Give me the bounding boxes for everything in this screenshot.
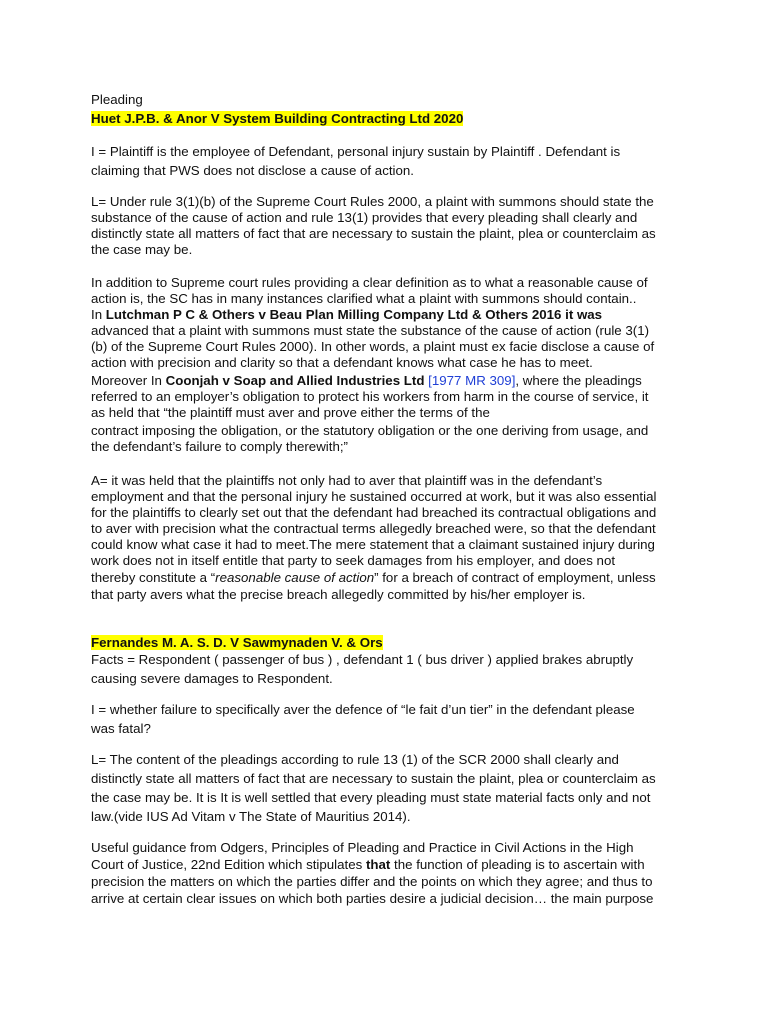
case2-law-line: L= The content of the pleadings according to rule 13 (1) of the SCR 2000 shall clearly and: [91, 752, 619, 767]
case1-analysis-line: [91, 570, 691, 585]
coonjah-body-line: as held that “the plaintiff must aver and prove either the terms of the: [91, 405, 490, 420]
case2-law-line: the case may be. It is It is well settled that every pleading must state material facts only and not: [91, 790, 651, 805]
guidance-text-post: the function of pleading is to ascertain with: [390, 857, 645, 872]
case1-issue-line: claiming that PWS does not disclose a cause of action.: [91, 163, 414, 178]
doc-heading: Pleading: [91, 92, 143, 107]
case1-analysis-line: A= it was held that the plaintiffs not only had to aver that plaintiff was in the defendant’s: [91, 473, 603, 488]
lutchman-case-name: Lutchman P C & Others v Beau Plan Milling Company Ltd & Others 2016 it was: [105, 307, 603, 322]
case2-guidance-line: precision the matters on which the parties differ and the points on which they agree; and thus to: [91, 874, 653, 889]
coonjah-prefix: Moreover In: [91, 373, 166, 388]
lutchman-line: [91, 307, 691, 322]
case2-facts-line: causing severe damages to Respondent.: [91, 671, 333, 686]
case2-law-line: distinctly state all matters of fact that are necessary to sustain the plaint, plea or counterclaim as: [91, 771, 656, 786]
coonjah-case-name: Coonjah v Soap and Allied Industries Ltd: [165, 373, 425, 388]
case2-guidance-line: [91, 857, 691, 872]
analysis-text-post: ” for a breach of contract of employment, unless: [374, 570, 656, 585]
case1-issue-line: I = Plaintiff is the employee of Defendant, personal injury sustain by Plaintiff . Defendant is: [91, 144, 621, 159]
case2-title: [91, 635, 691, 650]
case1-analysis-line: work does not in itself entitle that party to seek damages from his employer, and does not: [91, 553, 616, 568]
guidance-bold-word: that: [365, 857, 391, 872]
coonjah-body-line: the defendant’s failure to comply therewith;”: [91, 439, 348, 454]
case1-addition-line: action is, the SC has in many instances clarified what a plaint with summons should contain..: [91, 291, 637, 306]
lutchman-body-line: (b) of the Supreme Court Rules 2000). In other words, a plaint must ex facie disclose a cause of: [91, 339, 655, 354]
case1-addition-line: In addition to Supreme court rules providing a clear definition as to what a reasonable cause of: [91, 275, 648, 290]
coonjah-line: [91, 373, 691, 388]
guidance-text-pre: Court of Justice, 22nd Edition which stipulates: [91, 857, 366, 872]
coonjah-tail: , where the pleadings: [515, 373, 642, 388]
case1-analysis-line: for the plaintiffs to clearly set out that the defendant had breached its contractual obligations and: [91, 505, 657, 520]
case2-facts-line: Facts = Respondent ( passenger of bus ) , defendant 1 ( bus driver ) applied brakes abruptly: [91, 652, 634, 667]
case1-analysis-line: employment and that the personal injury he sustained occurred at work, but it was also essential: [91, 489, 657, 504]
analysis-italic-phrase: reasonable cause of action: [215, 570, 375, 585]
case2-issue-line: was fatal?: [91, 721, 151, 736]
lutchman-body-line: advanced that a plaint with summons must state the substance of the cause of action (rule 3(1): [91, 323, 650, 338]
case1-analysis-line: could know what case it had to meet.The mere statement that a claimant sustained injury during: [91, 537, 655, 552]
coonjah-body-line: contract imposing the obligation, or the statutory obligation or the one deriving from usage, and: [91, 423, 649, 438]
case1-analysis-line: to aver with precision what the contractual terms allegedly breached were, so that the defendant: [91, 521, 656, 536]
case2-issue-line: I = whether failure to specifically aver the defence of “le fait d’un tier” in the defendant please: [91, 702, 635, 717]
case2-law-line: law.(vide IUS Ad Vitam v The State of Mauritius 2014).: [91, 809, 411, 824]
case1-analysis-line: that party avers what the precise breach allegedly committed by his/her employer is.: [91, 587, 586, 602]
case1-law-line: distinctly state all matters of fact that are necessary to sustain the plaint, plea or counterclaim as: [91, 226, 656, 241]
lutchman-body-line: action with precision and clarity so that a defendant knows what case he has to meet.: [91, 355, 593, 370]
case1-title-highlight: Huet J.P.B. & Anor V System Building Contracting Ltd 2020: [91, 111, 464, 126]
case1-law-line: L= Under rule 3(1)(b) of the Supreme Court Rules 2000, a plaint with summons should state the: [91, 194, 654, 209]
coonjah-citation-link[interactable]: [1977 MR 309]: [428, 373, 516, 388]
case2-title-highlight: Fernandes M. A. S. D. V Sawmynaden V. & Ors: [91, 635, 383, 650]
lutchman-prefix: In: [91, 307, 106, 322]
case1-law-line: substance of the cause of action and rule 13(1) provides that every pleading shall clearly and: [91, 210, 638, 225]
analysis-text-pre: thereby constitute a “: [91, 570, 216, 585]
coonjah-body-line: referred to an employer’s obligation to protect his workers from harm in the course of service, it: [91, 389, 649, 404]
case2-guidance-line: Useful guidance from Odgers, Principles of Pleading and Practice in Civil Actions in the High: [91, 840, 634, 855]
case2-guidance-line: arrive at certain clear issues on which both parties desire a judicial decision… the main purpose: [91, 891, 654, 906]
case1-law-line: the case may be.: [91, 242, 193, 257]
case1-title: [91, 111, 691, 126]
